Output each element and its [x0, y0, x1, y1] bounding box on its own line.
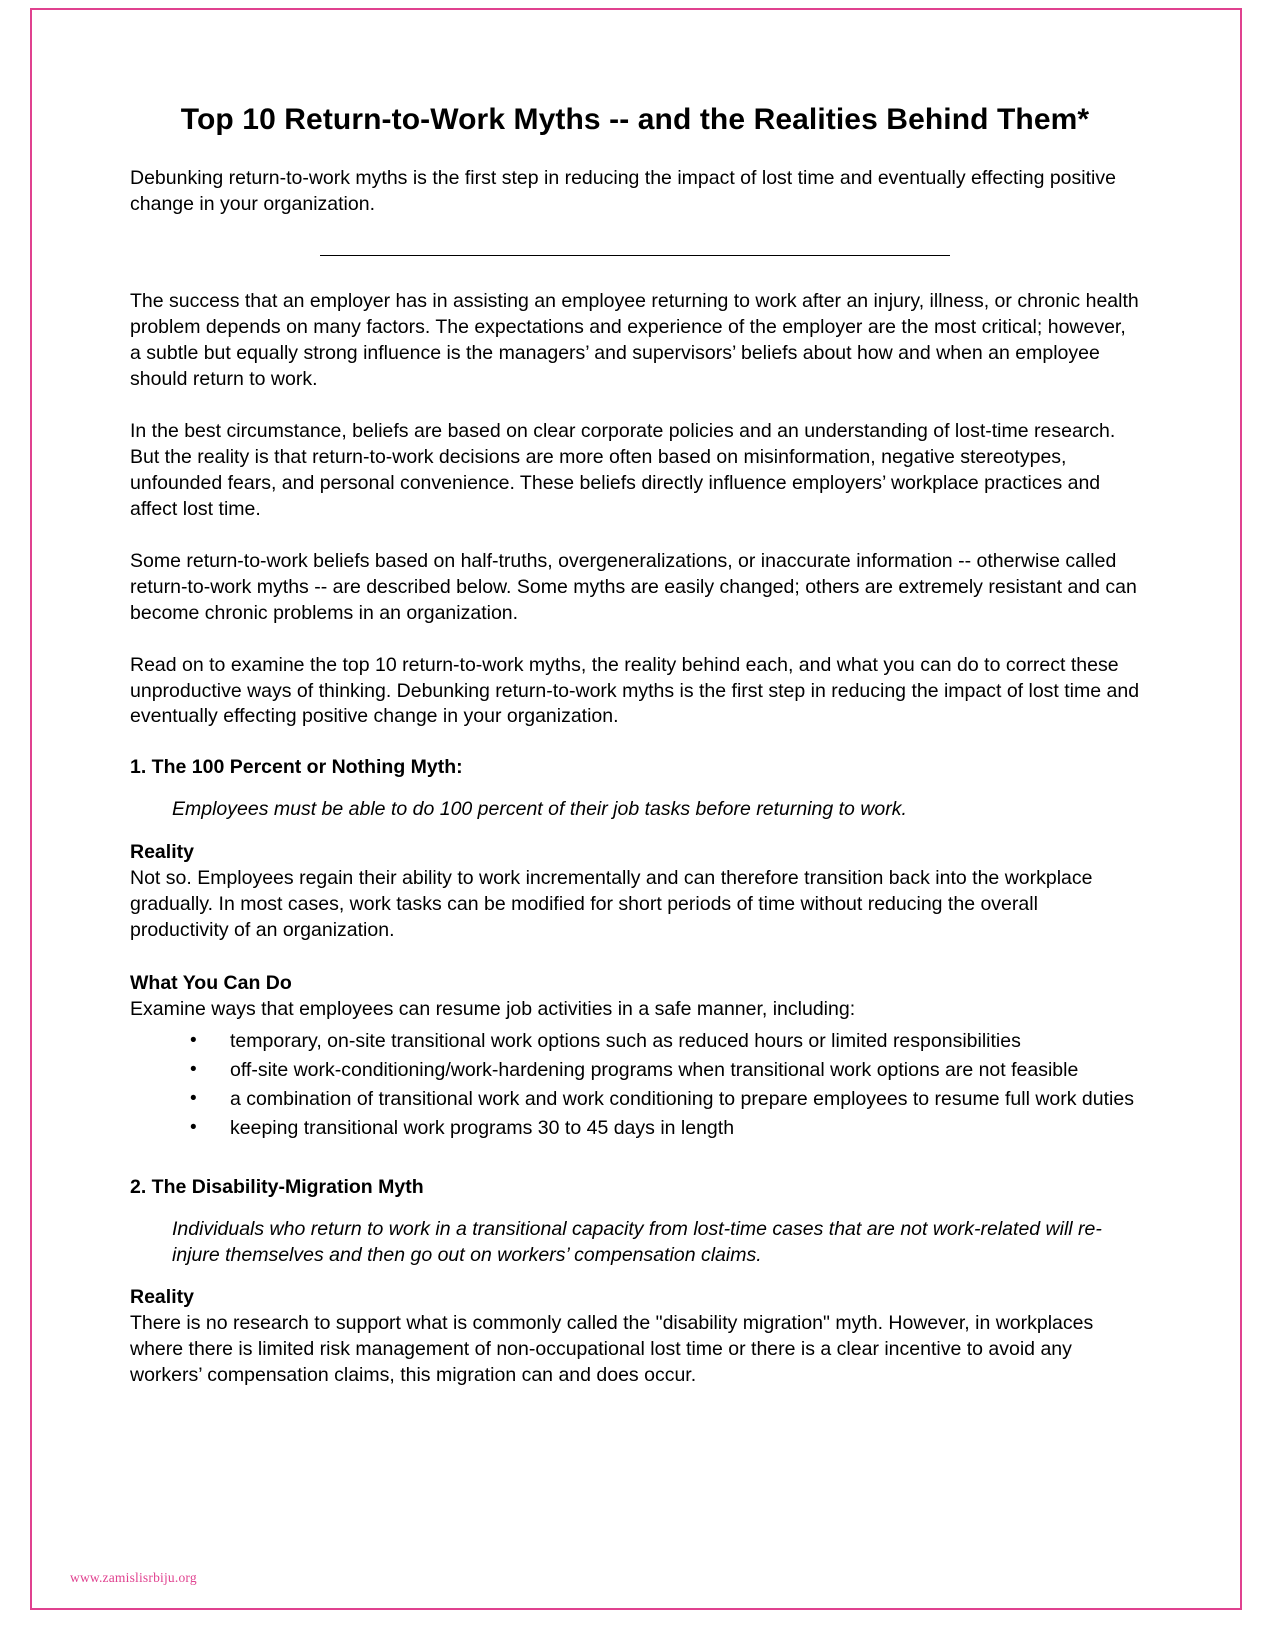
list-item: • a combination of transitional work and work conditioning to prepare employees to resume full work duties [130, 1087, 1140, 1113]
body-paragraph-1: The success that an employer has in assisting an employee returning to work after an injury, illness, or chronic health problem depends on many factors. The expectations and experience of the employer are the most critical; however, a subtle but equally strong influence is the managers’ and supervisors’ beliefs about how and when an employee should return to work. [130, 290, 1139, 391]
myth-2-heading: 2. The Disability-Migration Myth [130, 1175, 424, 1198]
myth-1-reality-label: Reality [130, 841, 194, 864]
myth-1-reality-text: Not so. Employees regain their ability to work incrementally and can therefore transition back into the workplace gradually. In most cases, work tasks can be modified for short periods of time without reducing the overall productivity of an organization. [130, 867, 1093, 942]
myth-2-statement: Individuals who return to work in a transitional capacity from lost-time cases that are not work-related will re-injure themselves and then go out on workers’ compensation claims. [172, 1217, 1102, 1266]
page-title: Top 10 Return-to-Work Myths -- and the Realities Behind Them* [180, 103, 1090, 136]
myth-2-reality-text: There is no research to support what is commonly called the "disability migration" myth. However, in workplaces where there is limited risk management of non-occupational lost time or there is a clear incentive to avoid any workers’ compensation claims, this migration can and does occur. [130, 1312, 1094, 1387]
myth-1-heading: 1. The 100 Percent or Nothing Myth: [130, 756, 463, 779]
list-item: • temporary, on-site transitional work options such as reduced hours or limited responsibilities [130, 1029, 1140, 1055]
list-item: • keeping transitional work programs 30 to 45 days in length [130, 1116, 1140, 1142]
horizontal-divider [130, 243, 1140, 261]
myth-1-action-text: Examine ways that employees can resume job activities in a safe manner, including: [130, 998, 856, 1021]
lead-paragraph: Debunking return-to-work myths is the first step in reducing the impact of lost time and eventually effecting positive change in your organization. [130, 166, 1116, 215]
document-content [130, 100, 1140, 1389]
myth-1-statement: Employees must be able to do 100 percent of their job tasks before returning to work. [172, 798, 907, 821]
myth-1-bullet-list [130, 1029, 1140, 1142]
body-paragraph-4: Read on to examine the top 10 return-to-work myths, the reality behind each, and what you can do to correct these unproductive ways of thinking. Debunking return-to-work myths is the first step in reducing the impact of lost time and eventually effecting positive change in your organization. [130, 653, 1140, 728]
document-page [30, 8, 1242, 1610]
myth-2-reality-label: Reality [130, 1286, 194, 1309]
divider-line [320, 254, 950, 256]
list-item: • off-site work-conditioning/work-hardening programs when transitional work options are not feasible [130, 1058, 1140, 1084]
body-paragraph-2: In the best circumstance, beliefs are based on clear corporate policies and an understanding of lost-time research. But the reality is that return-to-work decisions are more often based on misinformation, negative stereotypes, unfounded fears, and personal convenience. These beliefs directly influence employers’ workplace practices and affect lost time. [130, 420, 1116, 520]
body-paragraph-3: Some return-to-work beliefs based on half-truths, overgeneralizations, or inaccurate information -- otherwise called return-to-work myths -- are described below. Some myths are easily changed; others are extremely resistant and can become chronic problems in an organization. [130, 549, 1137, 624]
myth-1-action-label: What You Can Do [130, 972, 292, 995]
watermark-url: www.zamislisrbiju.org [70, 1570, 197, 1585]
